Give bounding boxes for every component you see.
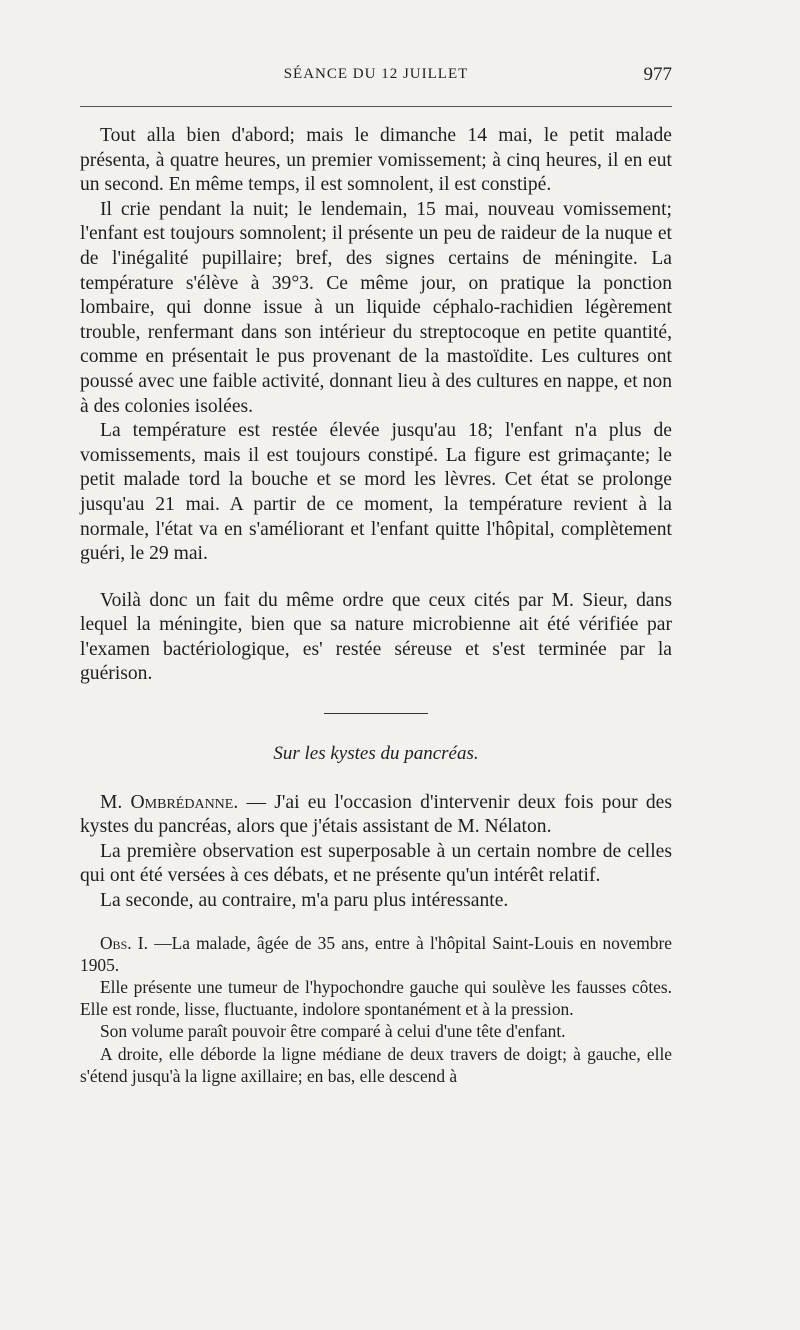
paragraph: Il crie pendant la nuit; le lendemain, 15 mai, nouveau vomissement; l'enfant est toujours somnolent; il présente un peu de raideur de la nuque et de l'inégalité pupillaire; bref, des signes certains de méningite. La température s'élève à 39°3. Ce même jour, on pratique la ponction lombaire, qui donne issue à un liquide céphalo-rachidien légèrement trouble, renfermant dans son intérieur du streptocoque en petite quantité, comme en présentait le pus provenant de la mastoïdite. Les cultures ont poussé avec une faible activité, donnant lieu à des cultures en nappe, et non à des colonies isolées.	[80, 198, 672, 417]
speech-text: — J'ai eu l'occasion d'intervenir deux fois pour des kystes du pancréas, alors que j'étais assistant de M. Nélaton.	[80, 791, 672, 838]
speech-paragraph	[80, 791, 672, 840]
page-number: 977	[643, 64, 672, 85]
observation-paragraph	[80, 932, 672, 976]
header-rule	[80, 106, 672, 107]
observation-paragraph: Son volume paraît pouvoir être comparé à celui d'une tête d'enfant.	[100, 1021, 566, 1042]
observation-paragraph: Elle présente une tumeur de l'hypochondre gauche qui soulève les fausses côtes. Elle est ronde, lisse, fluctuante, indolore spontanément et à la pression.	[80, 977, 672, 1020]
section-separator	[324, 713, 428, 714]
paragraph: La seconde, au contraire, m'a paru plus intéressante.	[100, 890, 509, 912]
paragraph: La première observation est superposable à un certain nombre de celles qui ont été versées à ces débats, et ne présente qu'un intérêt relatif.	[80, 840, 672, 887]
page	[80, 62, 672, 1086]
speaker-name: M. Ombrédanne.	[100, 791, 239, 813]
page-body	[80, 124, 672, 1087]
observation-block	[80, 932, 672, 1087]
paragraph: Voilà donc un fait du même ordre que ceux cités par M. Sieur, dans lequel la méningite, bien que sa nature microbienne ait été vérifiée par l'examen bactériologique, es' restée séreuse et s'est terminée par la guérison.	[80, 589, 672, 685]
running-title: SÉANCE DU 12 JUILLET	[283, 66, 469, 82]
section-title: Sur les kystes du pancréas.	[273, 743, 479, 765]
running-header	[80, 62, 672, 88]
observation-label: Obs. I.	[100, 932, 148, 953]
paragraph: Tout alla bien d'abord; mais le dimanche 14 mai, le petit malade présenta, à quatre heures, un premier vomissement; à cinq heures, il en eut un second. En même temps, il est somnolent, il est constipé.	[80, 125, 672, 196]
observation-text: —La malade, âgée de 35 ans, entre à l'hôpital Saint-Louis en novembre 1905.	[80, 932, 672, 975]
observation-paragraph: A droite, elle déborde la ligne médiane de deux travers de doigt; à gauche, elle s'étend jusqu'à la ligne axillaire; en bas, elle descend à	[80, 1043, 672, 1086]
paragraph: La température est restée élevée jusqu'au 18; l'enfant n'a plus de vomissements, mais il est toujours constipé. La figure est grimaçante; le petit malade tord la bouche et se mord les lèvres. Cet état se prolonge jusqu'au 21 mai. A partir de ce moment, la température revient à la normale, l'état va en s'améliorant et l'enfant quitte l'hôpital, complètement guéri, le 29 mai.	[80, 420, 672, 565]
